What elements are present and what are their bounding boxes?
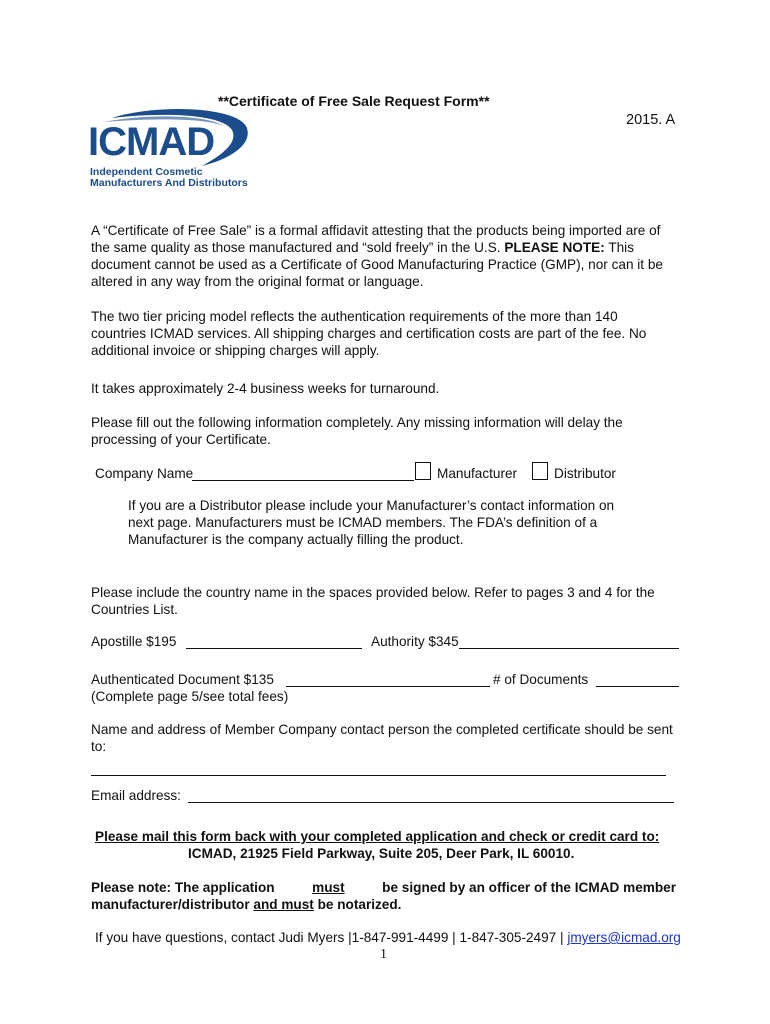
manufacturer-checkbox[interactable] — [415, 462, 431, 480]
page-number: 1 — [380, 947, 387, 962]
note-line-2 — [91, 896, 401, 913]
note-line-1 — [91, 879, 676, 896]
mail-address: ICMAD, 21925 Field Parkway, Suite 205, Deer Park, IL 60010. — [188, 846, 575, 861]
company-name-field[interactable] — [192, 465, 414, 481]
address-line-1: Name and address of Member Company contact person the completed certificate should be sent — [91, 722, 673, 737]
intro-line-1: A “Certificate of Free Sale” is a formal affidavit attesting that the products being imported are of — [91, 223, 661, 238]
num-documents-field[interactable] — [596, 671, 679, 687]
complete-page-note: (Complete page 5/see total fees) — [91, 689, 289, 704]
distributor-note-1: If you are a Distributor please include your Manufacturer’s contact information on — [128, 498, 615, 513]
intro-line-2-text: the same quality as those manufactured and “sold freely” in the U.S. — [91, 240, 501, 255]
apostille-field[interactable] — [186, 633, 362, 649]
mail-instruction: Please mail this form back with your completed application and check or credit card to: — [95, 829, 660, 844]
address-line-2: to: — [91, 739, 107, 754]
address-field[interactable] — [91, 760, 666, 776]
num-documents-label: # of Documents — [493, 672, 589, 687]
form-version: 2015. A — [626, 112, 676, 128]
contact-text: If you have questions, contact Judi Myers |1-847-991-4499 | 1-847-305-2497 | — [95, 930, 564, 945]
email-label: Email address: — [91, 788, 181, 803]
turnaround-text: It takes approximately 2-4 business weeks for turnaround. — [91, 381, 440, 396]
fill-line-1: Please fill out the following information completely. Any missing information will delay the — [91, 415, 623, 430]
contact-email-link[interactable]: jmyers@icmad.org — [567, 930, 681, 945]
apostille-label: Apostille $195 — [91, 634, 177, 649]
distributor-note-3: Manufacturer is the company actually filling the product. — [128, 532, 464, 547]
pricing-line-3: additional invoice or shipping charges will apply. — [91, 343, 380, 358]
distributor-note-2: next page. Manufacturers must be ICMAD members. The FDA’s definition of a — [128, 515, 598, 530]
please-note-label: PLEASE NOTE: — [504, 240, 605, 255]
note-part-c: be signed by an officer of the ICMAD member — [382, 880, 676, 895]
pricing-line-2: countries ICMAD services. All shipping charges and certification costs are part of the fee. No — [91, 326, 647, 341]
intro-line-3: document cannot be used as a Certificate of Good Manufacturing Practice (GMP), nor can it be — [91, 257, 663, 272]
intro-line-4: altered in any way from the original format or language. — [91, 274, 424, 289]
authority-label: Authority $345 — [371, 634, 459, 649]
authenticated-field[interactable] — [286, 671, 490, 687]
company-name-label: Company Name — [95, 466, 194, 481]
distributor-checkbox[interactable] — [532, 462, 548, 480]
authenticated-label: Authenticated Document $135 — [91, 672, 274, 687]
logo-subtitle-1: Independent Cosmetic — [90, 166, 203, 178]
distributor-label: Distributor — [554, 466, 616, 481]
note-must: must — [312, 880, 345, 895]
manufacturer-label: Manufacturer — [437, 466, 518, 481]
country-line-2: Countries List. — [91, 602, 178, 617]
pricing-line-1: The two tier pricing model reflects the authentication requirements of the more than 140 — [91, 309, 618, 324]
fill-line-2: processing of your Certificate. — [91, 432, 271, 447]
authority-field[interactable] — [459, 633, 679, 649]
note-part-d: manufacturer/distributor — [91, 897, 250, 912]
intro-line-2-end: This — [608, 240, 634, 255]
page-title: **Certificate of Free Sale Request Form** — [218, 93, 490, 109]
note-part-a: Please note: The application — [91, 880, 275, 895]
note-part-f: be notarized. — [317, 897, 402, 912]
logo-subtitle-2: Manufacturers And Distributors — [90, 177, 248, 189]
note-and-must: and must — [253, 897, 314, 912]
email-field[interactable] — [188, 787, 674, 803]
icmad-logo — [84, 108, 254, 190]
logo-wordmark: ICMAD — [88, 120, 215, 164]
intro-line-2 — [91, 239, 634, 256]
contact-line — [95, 929, 681, 946]
country-line-1: Please include the country name in the spaces provided below. Refer to pages 3 and 4 for the — [91, 585, 655, 600]
